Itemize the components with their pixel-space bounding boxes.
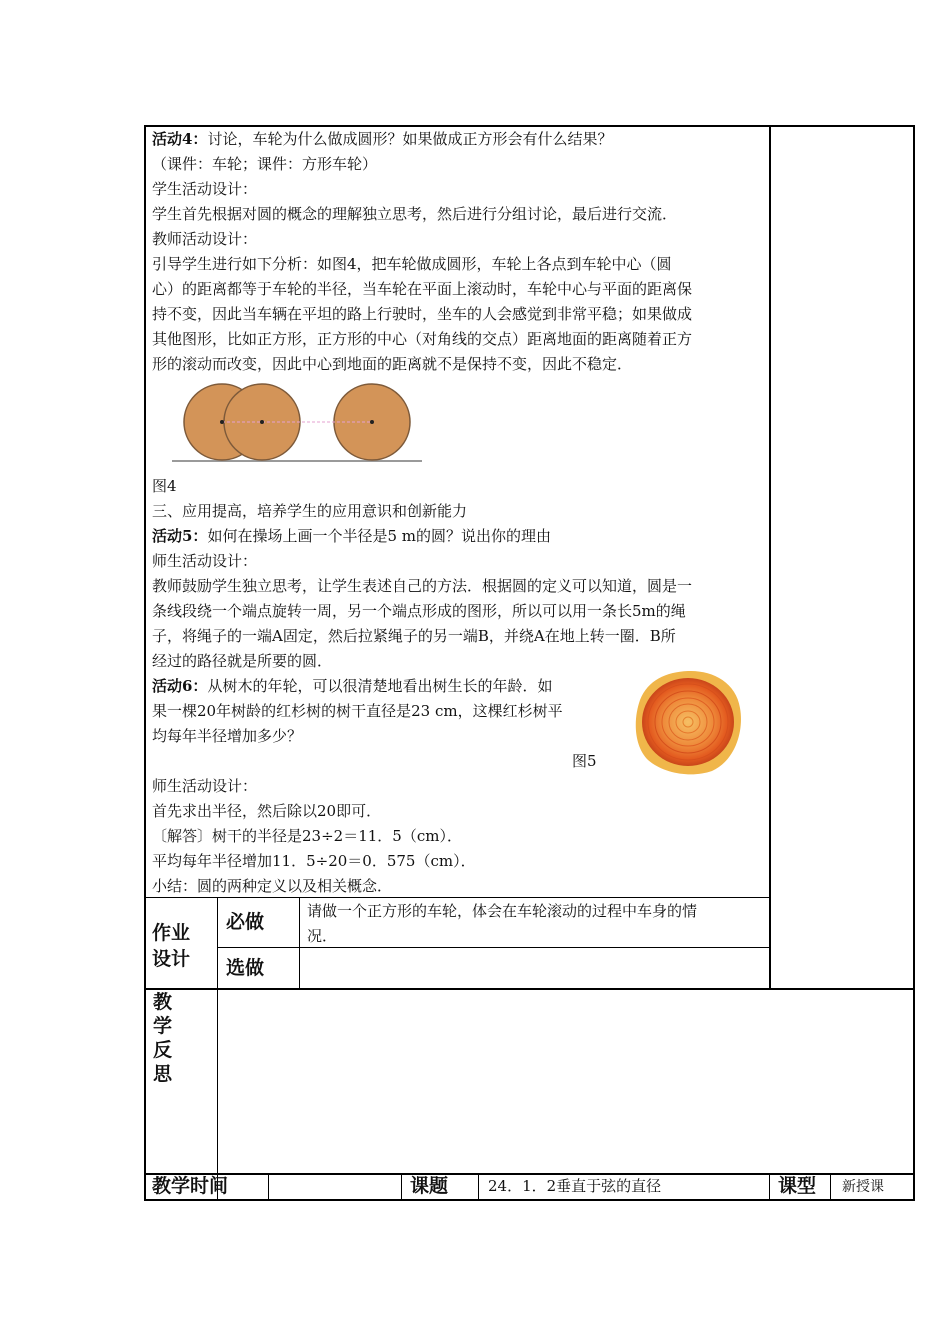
activity4-analysis-line: 形的滚动而改变，因此中心到地面的距离就不是保持不变，因此不稳定． — [152, 355, 633, 373]
reflection-char: 教 — [153, 991, 173, 1013]
activity5-design-label: 师生活动设计： — [152, 552, 258, 570]
lesson-type-label: 课型 — [778, 1175, 817, 1197]
homework-label-divider — [217, 897, 218, 1200]
activity4-student-design: 学生首先根据对圆的概念的理解独立思考，然后进行分组讨论，最后进行交流． — [152, 205, 678, 223]
lesson-type-value: 新授课 — [842, 1179, 884, 1195]
activity5-design-line: 子，将绳子的一端A固定，然后拉紧绳子的另一端B，并绕A在地上转一圈．B所 — [152, 627, 676, 645]
activity5-design-line: 条线段绕一个端点旋转一周，另一个端点形成的图形，所以可以用一条长5m的绳 — [152, 602, 686, 620]
activity6-question-line: 果一棵20年树龄的红杉树的树干直径是23 cm，这棵红杉树平 — [152, 702, 563, 720]
homework-mid-line — [217, 947, 770, 948]
reflection-char: 学 — [153, 1015, 173, 1037]
footer-div-4 — [769, 1173, 770, 1200]
footer-div-5 — [830, 1173, 831, 1200]
activity6-step: 小结：圆的两种定义以及相关概念． — [152, 877, 393, 895]
activity6-step: 〔解答〕树干的半径是23÷2＝11．5（cm）． — [152, 827, 462, 845]
figure5-caption: 图5 — [572, 752, 597, 770]
footer-div-1 — [268, 1173, 269, 1200]
topic-label: 课题 — [410, 1175, 449, 1197]
activity6-question-line: 从树木的年轮，可以很清楚地看出树生长的年龄．如 — [207, 677, 553, 695]
activity4-analysis-line: 心）的距离都等于车轮的半径，当车轮在平面上滚动时，车轮中心与平面的距离保 — [152, 280, 693, 298]
activity5-design-line: 经过的路径就是所要的圆． — [152, 652, 333, 670]
reflection-label — [153, 990, 172, 1086]
table-left-border — [144, 125, 146, 1200]
activity6-question-line: 均每年半径增加多少？ — [152, 727, 303, 745]
table-right-border — [913, 125, 915, 1200]
activity5-question: 如何在操场上画一个半径是5 m的圆？说出你的理由 — [207, 527, 551, 545]
activity5-label: 活动5： — [152, 527, 208, 545]
reflection-char: 思 — [153, 1063, 173, 1085]
homework-type-divider — [299, 897, 300, 989]
footer-div-3 — [478, 1173, 479, 1200]
activity6-step: 平均每年半径增加11．5÷20＝0．575（cm）． — [152, 852, 476, 870]
activity6-line — [152, 674, 552, 699]
activity6-step: 首先求出半径，然后除以20即可． — [152, 802, 382, 820]
footer-div-2 — [401, 1173, 402, 1200]
required-text-line: 请做一个正方形的车轮，体会在车轮滚动的过程中车身的情 — [307, 902, 698, 920]
required-text-line: 况． — [307, 927, 338, 945]
homework-label — [152, 920, 190, 972]
activity5-line — [152, 524, 551, 549]
tree-rings-figure — [632, 668, 744, 776]
table-bottom-border — [144, 1199, 915, 1201]
activity6-design-label: 师生活动设计： — [152, 777, 258, 795]
activity4-question: 讨论，车轮为什么做成圆形？如果做成正方形会有什么结果？ — [207, 130, 613, 148]
reflection-top-line — [144, 988, 915, 990]
required-label: 必做 — [226, 911, 265, 933]
activity5-design-line: 教师鼓励学生独立思考，让学生表述自己的方法．根据圆的定义可以知道，圆是一 — [152, 577, 693, 595]
activity6-label: 活动6： — [152, 677, 208, 695]
optional-label: 选做 — [226, 957, 265, 979]
topic-value: 24．1．2垂直于弦的直径 — [488, 1177, 662, 1195]
activity4-analysis-line: 其他图形，比如正方形，正方形的中心（对角线的交点）距离地面的距离随着正方 — [152, 330, 693, 348]
wheels-figure — [170, 380, 430, 470]
activity4-analysis-line: 持不变，因此当车辆在平坦的路上行驶时，坐车的人会感觉到非常平稳；如果做成 — [152, 305, 693, 323]
reflection-char: 反 — [153, 1039, 173, 1061]
teaching-time-label: 教学时间 — [152, 1175, 229, 1197]
homework-label-line2: 设计 — [152, 948, 191, 970]
content-right-divider — [769, 125, 771, 989]
activity4-student-design-label: 学生活动设计： — [152, 180, 258, 198]
activity4-resources: （课件：车轮；课件：方形车轮） — [152, 155, 378, 173]
figure4-caption: 图4 — [152, 477, 177, 495]
homework-label-line1: 作业 — [152, 922, 191, 944]
activity4-analysis-line: 引导学生进行如下分析：如图4，把车轮做成圆形，车轮上各点到车轮中心（圆 — [152, 255, 672, 273]
section3-heading: 三、应用提高，培养学生的应用意识和创新能力 — [152, 502, 468, 520]
activity4-line — [152, 127, 612, 152]
activity4-teacher-design-label: 教师活动设计： — [152, 230, 258, 248]
activity4-label: 活动4： — [152, 130, 208, 148]
